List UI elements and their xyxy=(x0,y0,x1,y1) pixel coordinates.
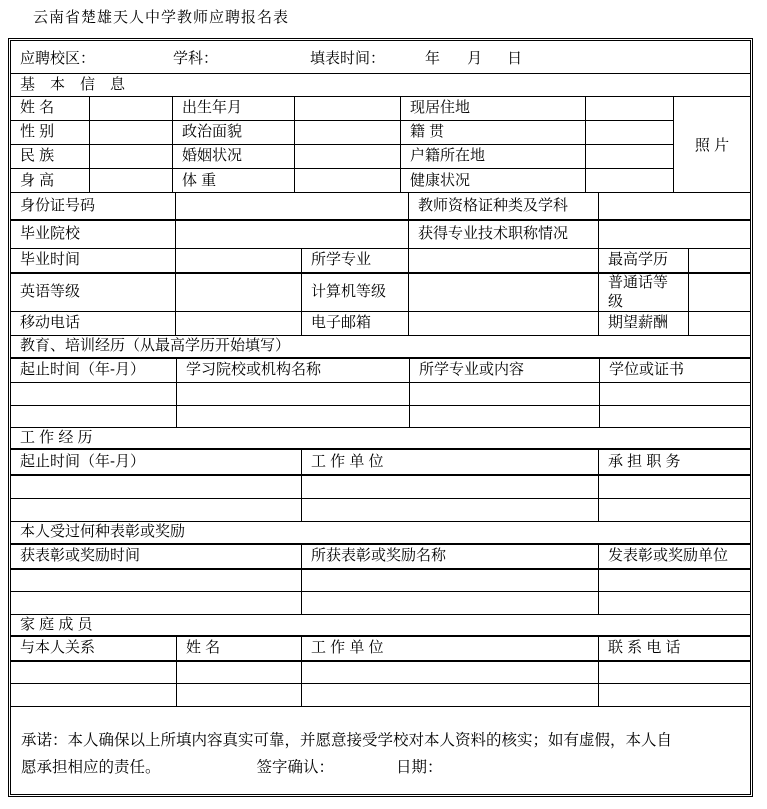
education-major-header: 所学专业或内容 xyxy=(410,359,600,382)
education-school-cell[interactable] xyxy=(177,383,410,405)
award-issuer-cell[interactable] xyxy=(599,570,750,591)
award-time-cell[interactable] xyxy=(11,570,302,591)
education-header-row xyxy=(11,359,750,383)
awards-header-row xyxy=(11,545,750,570)
education-blank-row xyxy=(11,406,750,428)
commitment-cell xyxy=(11,707,750,794)
work-section-title: 工 作 经 历 xyxy=(20,428,93,446)
work-unit-header: 工 作 单 位 xyxy=(302,450,599,474)
weight-label: 体 重 xyxy=(173,169,295,193)
commitment-statement: 承诺：本人确保以上所填内容真实可靠，并愿意接受学校对本人资料的核实；如有虚假，本人自愿承担相应的责任。 xyxy=(21,732,673,776)
family-relation-cell[interactable] xyxy=(11,662,177,683)
work-blank-row xyxy=(11,499,750,522)
english-level-value[interactable] xyxy=(176,274,302,311)
health-status-label: 健康状况 xyxy=(401,169,586,193)
family-blank-row xyxy=(11,662,750,684)
graduation-date-value[interactable] xyxy=(176,249,302,272)
graduation-date-label: 毕业时间 xyxy=(11,249,176,272)
mobile-phone-value[interactable] xyxy=(176,312,302,335)
table-row xyxy=(11,221,750,249)
current-address-value[interactable] xyxy=(586,97,674,120)
page-title: 云南省楚雄天人中学教师应聘报名表 xyxy=(33,9,290,26)
award-name-cell[interactable] xyxy=(302,592,599,614)
family-unit-cell[interactable] xyxy=(302,684,599,706)
family-relation-cell[interactable] xyxy=(11,684,177,706)
current-address-label: 现居住地 xyxy=(401,97,586,120)
family-unit-cell[interactable] xyxy=(302,662,599,683)
family-phone-cell[interactable] xyxy=(599,662,750,683)
work-unit-cell[interactable] xyxy=(302,499,599,521)
political-status-value[interactable] xyxy=(295,121,401,144)
computer-level-label: 计算机等级 xyxy=(302,274,409,311)
expected-salary-value[interactable] xyxy=(689,312,750,335)
table-row xyxy=(11,97,674,121)
table-row xyxy=(11,121,674,145)
family-relation-header: 与本人关系 xyxy=(11,637,177,660)
education-period-cell[interactable] xyxy=(11,383,177,405)
marital-status-value[interactable] xyxy=(295,145,401,168)
family-phone-header: 联 系 电 话 xyxy=(608,639,681,657)
education-major-cell[interactable] xyxy=(410,406,600,427)
basic-info-grid xyxy=(11,97,674,192)
education-section-title: 教育、培训经历（从最高学历开始填写） xyxy=(20,337,291,355)
household-location-label: 户籍所在地 xyxy=(401,145,586,168)
native-place-label: 籍 贯 xyxy=(401,121,586,144)
table-row xyxy=(11,193,750,221)
awards-blank-row xyxy=(11,592,750,615)
subject-label: 学科： xyxy=(173,50,219,68)
table-row xyxy=(11,145,674,169)
mandarin-level-label: 普通话等级 xyxy=(599,274,689,311)
awards-blank-row xyxy=(11,570,750,592)
name-value[interactable] xyxy=(90,97,173,120)
photo-placeholder[interactable]: 照 片 xyxy=(694,137,730,154)
family-section-row xyxy=(11,615,750,637)
awards-section-row xyxy=(11,522,750,545)
table-row xyxy=(11,249,750,274)
work-position-header: 承 担 职 务 xyxy=(608,452,681,470)
basic-info-section-row xyxy=(11,74,750,97)
id-number-value[interactable] xyxy=(176,193,409,219)
table-row xyxy=(11,274,750,312)
work-blank-row xyxy=(11,476,750,499)
major-value[interactable] xyxy=(409,249,599,272)
graduate-school-value[interactable] xyxy=(176,221,409,248)
year-label: 年 xyxy=(425,50,441,68)
award-time-header: 获表彰或奖励时间 xyxy=(11,545,302,568)
award-name-header: 所获表彰或奖励名称 xyxy=(302,545,599,568)
email-value[interactable] xyxy=(409,312,599,335)
highest-degree-value[interactable] xyxy=(689,249,750,272)
family-unit-header: 工 作 单 位 xyxy=(302,637,599,660)
gender-label: 性 别 xyxy=(11,121,90,144)
form-header-cell xyxy=(11,41,750,73)
award-time-cell[interactable] xyxy=(11,592,302,614)
campus-label: 应聘校区： xyxy=(20,50,96,68)
education-period-header: 起止时间（年-月） xyxy=(11,359,177,382)
education-section-row xyxy=(11,336,750,359)
family-section-title: 家 庭 成 员 xyxy=(20,615,93,633)
family-name-header: 姓 名 xyxy=(177,637,302,660)
award-issuer-cell[interactable] xyxy=(599,592,750,614)
month-label: 月 xyxy=(467,50,483,68)
weight-value[interactable] xyxy=(295,169,401,193)
household-location-value[interactable] xyxy=(586,145,674,168)
health-status-value[interactable] xyxy=(586,169,674,193)
table-row xyxy=(11,169,674,193)
english-level-label: 英语等级 xyxy=(11,274,176,311)
signature-label: 签字确认： xyxy=(256,759,335,776)
basic-info-section-title: 基 本 信 息 xyxy=(20,75,126,93)
major-label: 所学专业 xyxy=(302,249,409,272)
id-number-label: 身份证号码 xyxy=(11,193,176,219)
family-name-cell[interactable] xyxy=(177,662,302,683)
education-period-cell[interactable] xyxy=(11,406,177,427)
form-header-row xyxy=(11,41,750,74)
signature-blank[interactable] xyxy=(334,771,396,772)
work-position-cell[interactable] xyxy=(599,499,750,521)
day-label: 日 xyxy=(507,50,523,68)
work-section-row xyxy=(11,428,750,450)
family-phone-cell[interactable] xyxy=(599,684,750,706)
awards-section-title: 本人受过何种表彰或奖励 xyxy=(20,523,186,541)
family-name-cell[interactable] xyxy=(177,684,302,706)
height-label: 身 高 xyxy=(11,169,90,193)
mandarin-level-value[interactable] xyxy=(689,274,750,311)
expected-salary-label: 期望薪酬 xyxy=(599,312,689,335)
work-unit-cell[interactable] xyxy=(302,476,599,498)
native-place-value[interactable] xyxy=(586,121,674,144)
email-label: 电子邮箱 xyxy=(302,312,409,335)
family-blank-row xyxy=(11,684,750,707)
commitment-text xyxy=(21,727,683,781)
education-blank-row xyxy=(11,383,750,406)
education-school-header: 学习院校或机构名称 xyxy=(177,359,410,382)
professional-title-label: 获得专业技术职称情况 xyxy=(409,221,599,248)
basic-info-block xyxy=(11,97,750,193)
work-position-cell[interactable] xyxy=(599,476,750,498)
work-period-header: 起止时间（年-月） xyxy=(11,450,302,474)
name-label: 姓 名 xyxy=(11,97,90,120)
computer-level-value[interactable] xyxy=(409,274,599,311)
ethnicity-label: 民 族 xyxy=(11,145,90,168)
mobile-phone-label: 移动电话 xyxy=(11,312,176,335)
application-form-table xyxy=(8,38,753,797)
spacer xyxy=(161,771,257,772)
work-period-cell[interactable] xyxy=(11,476,302,498)
date-label: 日期： xyxy=(396,759,443,776)
teacher-cert-label: 教师资格证种类及学科 xyxy=(409,193,599,219)
graduate-school-label: 毕业院校 xyxy=(11,221,176,248)
political-status-label: 政治面貌 xyxy=(173,121,295,144)
education-school-cell[interactable] xyxy=(177,406,410,427)
height-value[interactable] xyxy=(90,169,173,193)
education-major-cell[interactable] xyxy=(410,383,600,405)
birth-date-label: 出生年月 xyxy=(173,97,295,120)
work-header-row xyxy=(11,450,750,476)
fill-date-label: 填表时间： xyxy=(310,50,386,68)
professional-title-value[interactable] xyxy=(599,221,750,248)
marital-status-label: 婚姻状况 xyxy=(173,145,295,168)
award-name-cell[interactable] xyxy=(302,570,599,591)
education-degree-cell[interactable] xyxy=(600,406,750,427)
family-header-row xyxy=(11,637,750,662)
award-issuer-header: 发表彰或奖励单位 xyxy=(608,547,729,565)
gender-value[interactable] xyxy=(90,121,173,144)
work-period-cell[interactable] xyxy=(11,499,302,521)
education-degree-header: 学位或证书 xyxy=(609,361,685,379)
highest-degree-label: 最高学历 xyxy=(599,249,689,272)
teacher-cert-value[interactable] xyxy=(599,193,750,219)
birth-date-value[interactable] xyxy=(295,97,401,120)
ethnicity-value[interactable] xyxy=(90,145,173,168)
table-row xyxy=(11,312,750,336)
education-degree-cell[interactable] xyxy=(600,383,750,405)
commitment-row xyxy=(11,707,750,794)
